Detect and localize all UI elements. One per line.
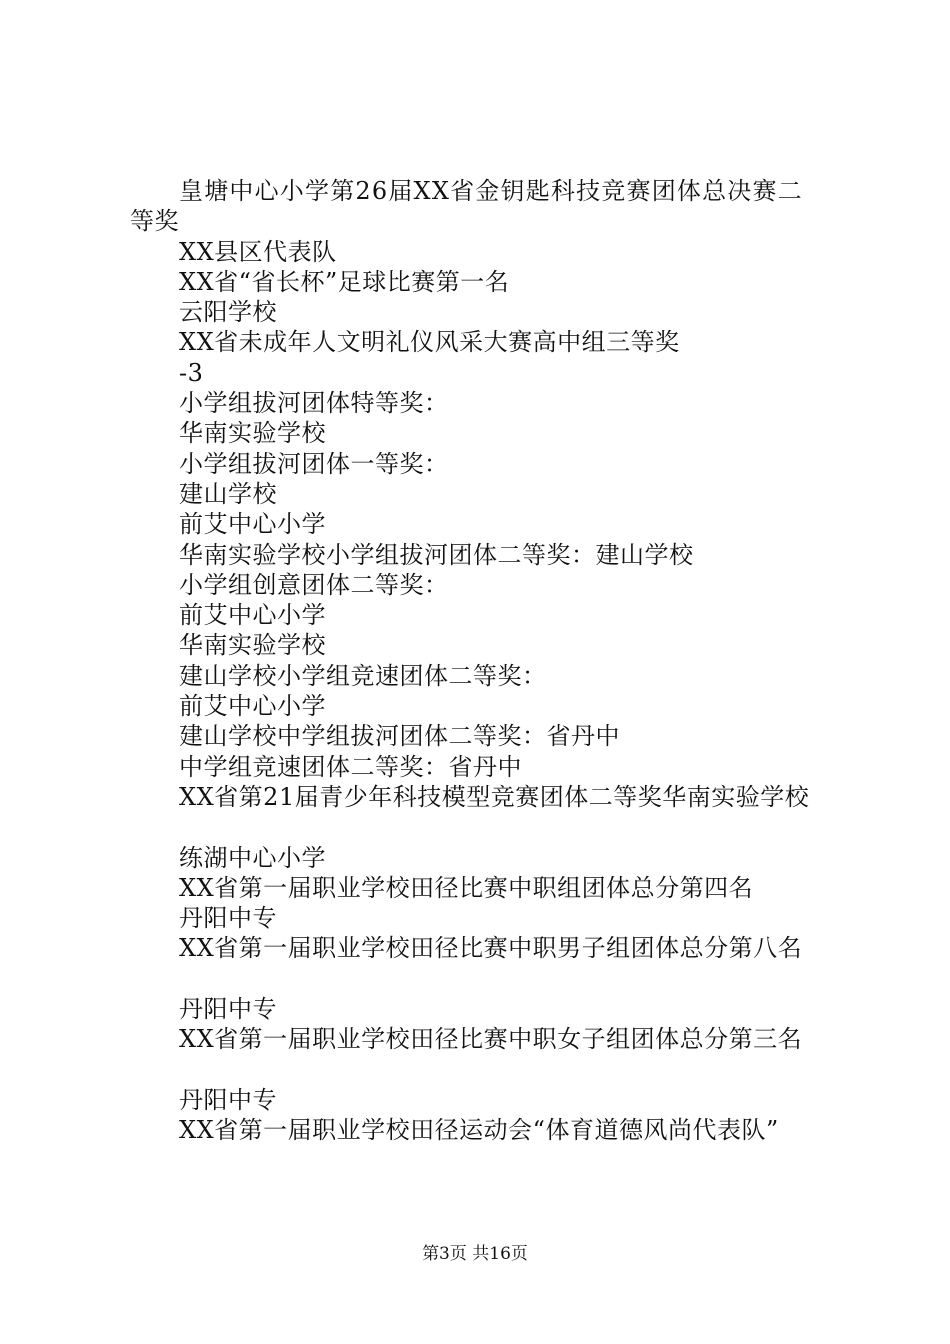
text-line: XX省第一届职业学校田径比赛中职男子组团体总分第八名 [179, 934, 803, 963]
text-line: -3 [179, 358, 204, 387]
document-body [130, 176, 830, 1146]
text-line: 前艾中心小学 [179, 601, 326, 630]
text-line: 中学组竞速团体二等奖：省丹中 [179, 752, 522, 781]
text-line: 丹阳中专 [179, 904, 277, 933]
text-line: 前艾中心小学 [179, 692, 326, 721]
blank-line [130, 964, 830, 994]
text-line: XX省第21届青少年科技模型竞赛团体二等奖华南实验学校 [179, 782, 810, 811]
text-line: 小学组拔河团体特等奖： [179, 389, 449, 418]
text-line: 建山学校中学组拔河团体二等奖：省丹中 [179, 722, 620, 751]
text-line: 小学组创意团体二等奖： [179, 570, 449, 599]
blank-line [130, 1055, 830, 1085]
text-line: 华南实验学校小学组拔河团体二等奖：建山学校 [179, 540, 694, 569]
text-line: XX省第一届职业学校田径比赛中职组团体总分第四名 [179, 873, 754, 902]
text-line: 皇塘中心小学第26届XX省金钥匙科技竞赛团体总决赛二 [179, 177, 803, 205]
text-line: 前艾中心小学 [179, 510, 326, 539]
text-line: XX省第一届职业学校田径运动会“体育道德风尚代表队” [179, 1116, 779, 1145]
blank-line [130, 812, 830, 842]
text-line: XX省“省长杯”足球比赛第一名 [179, 267, 510, 296]
text-line: 练湖中心小学 [179, 843, 326, 872]
text-line: XX省第一届职业学校田径比赛中职女子组团体总分第三名 [179, 1025, 803, 1054]
text-line: 华南实验学校 [179, 419, 326, 448]
page-number-footer: 第3页 共16页 [422, 1244, 528, 1264]
text-line: 小学组拔河团体一等奖： [179, 449, 449, 478]
text-line: 等奖 [130, 207, 179, 236]
text-line: 丹阳中专 [179, 1085, 277, 1114]
text-line: XX省未成年人文明礼仪风采大赛高中组三等奖 [179, 328, 680, 357]
text-line: 丹阳中专 [179, 995, 277, 1024]
text-line: 建山学校 [179, 479, 277, 508]
text-line: 华南实验学校 [179, 631, 326, 660]
text-line: 云阳学校 [179, 298, 277, 327]
text-line: XX县区代表队 [179, 237, 337, 266]
text-line: 建山学校小学组竞速团体二等奖： [179, 661, 547, 690]
